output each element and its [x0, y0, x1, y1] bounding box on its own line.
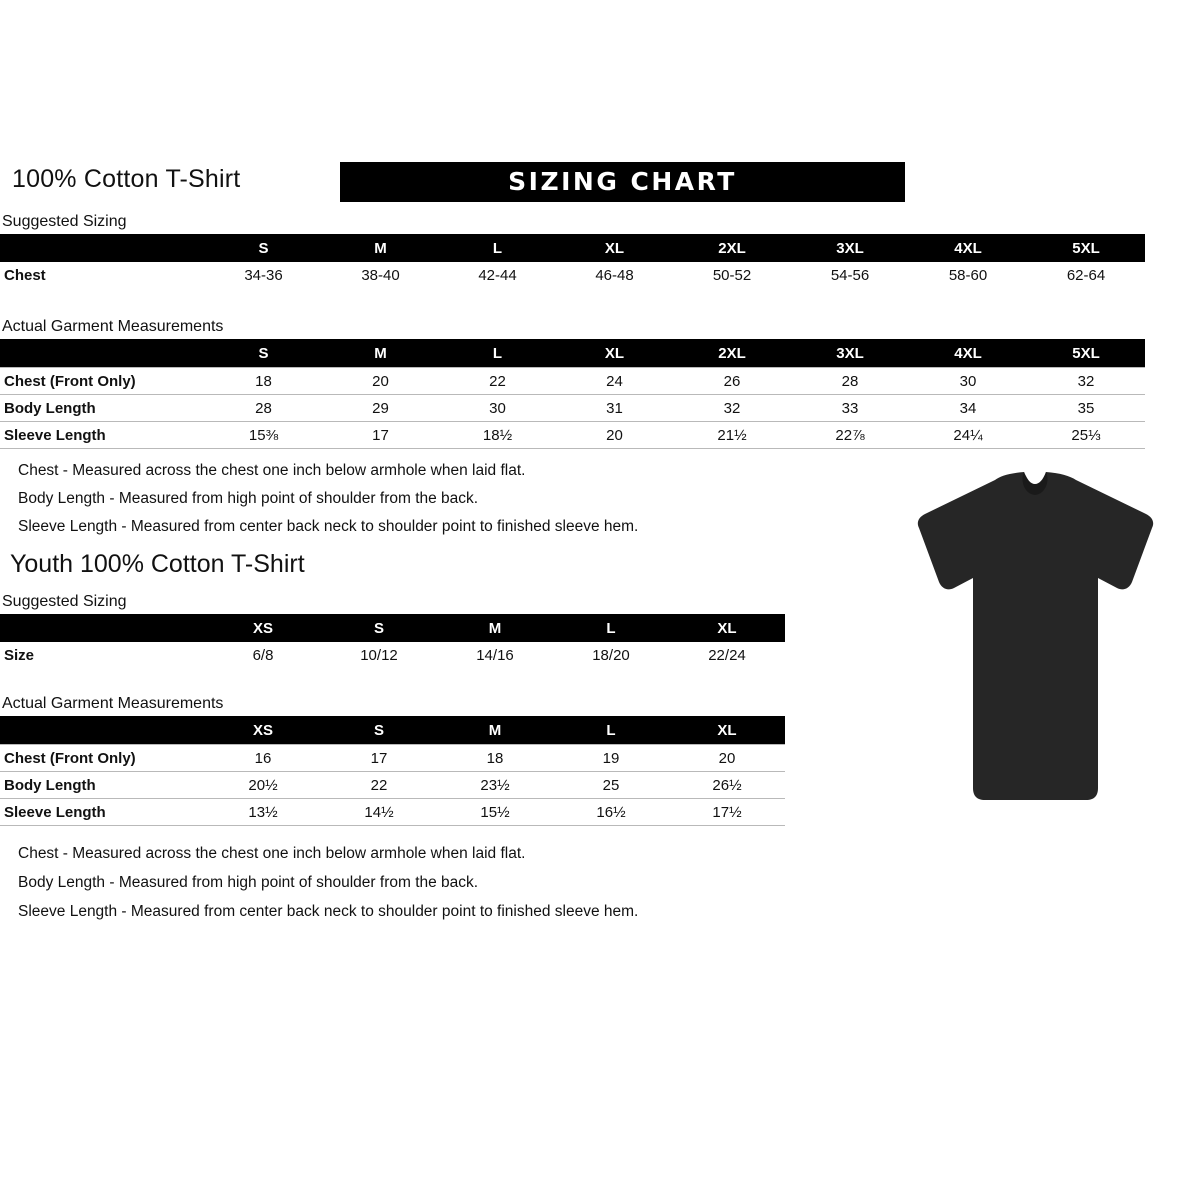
table-cell: 22	[439, 368, 556, 395]
column-header: L	[439, 234, 556, 262]
table-cell: 29	[322, 395, 439, 422]
table-cell: 17	[321, 745, 437, 772]
table-cell: 22⅞	[791, 422, 909, 449]
tshirt-icon	[900, 470, 1170, 810]
adult-actual-measurements-table	[0, 339, 1145, 449]
column-header: S	[205, 234, 322, 262]
table-cell: 26½	[669, 772, 785, 799]
adult-note-sleeve-length: Sleeve Length - Measured from center back neck to shoulder point to finished sleeve hem.	[18, 518, 639, 535]
column-header: XL	[556, 339, 673, 368]
column-header: XL	[669, 614, 785, 642]
table-cell: 32	[673, 395, 791, 422]
table-cell: 15⅜	[205, 422, 322, 449]
table-header-row	[0, 614, 785, 642]
table-row	[0, 772, 785, 799]
table-cell: 17½	[669, 799, 785, 826]
youth-suggested-sizing-label: Suggested Sizing	[2, 593, 127, 610]
column-header: S	[321, 614, 437, 642]
table-cell: 25⅓	[1027, 422, 1145, 449]
column-header: 3XL	[791, 339, 909, 368]
column-header: 2XL	[673, 339, 791, 368]
tshirt-illustration	[900, 470, 1170, 810]
table-cell: 35	[1027, 395, 1145, 422]
row-label: Body Length	[0, 772, 205, 799]
table-row	[0, 368, 1145, 395]
table-cell: 15½	[437, 799, 553, 826]
table-cell: 30	[439, 395, 556, 422]
table-cell: 16	[205, 745, 321, 772]
youth-note-body-length: Body Length - Measured from high point of shoulder from the back.	[18, 874, 479, 891]
column-header: S	[205, 339, 322, 368]
table-header-row	[0, 234, 1145, 262]
table-cell: 28	[791, 368, 909, 395]
column-header: L	[553, 716, 669, 745]
column-header: 5XL	[1027, 339, 1145, 368]
table-cell: 18/20	[592, 646, 630, 664]
column-header	[0, 614, 205, 642]
table-cell: 42-44	[478, 266, 517, 284]
table-body	[0, 745, 785, 826]
column-header: M	[322, 339, 439, 368]
column-header: M	[437, 716, 553, 745]
table-cell: 22/24	[708, 646, 746, 664]
table-cell: 21½	[673, 422, 791, 449]
column-header: XS	[205, 716, 321, 745]
table-cell: 38-40	[361, 266, 400, 284]
table-cell: 20	[556, 422, 673, 449]
table-cell: 18	[437, 745, 553, 772]
column-header: M	[322, 234, 439, 262]
table-cell: 24	[556, 368, 673, 395]
table-body	[0, 368, 1145, 449]
adult-actual-measurements-label: Actual Garment Measurements	[2, 318, 224, 335]
table-cell: 19	[553, 745, 669, 772]
table-cell: 34-36	[244, 266, 283, 284]
table-cell: 32	[1027, 368, 1145, 395]
youth-section-title: Youth 100% Cotton T-Shirt	[10, 550, 305, 578]
table-row	[0, 422, 1145, 449]
row-label: Chest	[4, 266, 46, 284]
column-header	[0, 716, 205, 745]
row-label: Size	[4, 646, 35, 664]
youth-suggested-sizing-table	[0, 614, 785, 668]
adult-section-title: 100% Cotton T-Shirt	[12, 165, 241, 193]
table-cell: 17	[322, 422, 439, 449]
table-header-row	[0, 339, 1145, 368]
adult-suggested-sizing-table	[0, 234, 1145, 288]
adult-suggested-sizing-label: Suggested Sizing	[2, 213, 127, 230]
table-cell: 23½	[437, 772, 553, 799]
sizing-chart-banner	[340, 162, 905, 202]
table-cell: 46-48	[595, 266, 634, 284]
table-cell: 10/12	[360, 646, 398, 664]
table-row	[0, 262, 1145, 288]
table-body	[0, 642, 785, 668]
table-cell: 33	[791, 395, 909, 422]
table-cell: 34	[909, 395, 1027, 422]
adult-note-chest: Chest - Measured across the chest one inch below armhole when laid flat.	[18, 462, 526, 479]
table-cell: 30	[909, 368, 1027, 395]
table-cell: 14½	[321, 799, 437, 826]
table-body	[0, 262, 1145, 288]
row-label: Chest (Front Only)	[0, 368, 205, 395]
row-label: Body Length	[0, 395, 205, 422]
table-cell: 54-56	[830, 266, 870, 284]
table-cell: 26	[673, 368, 791, 395]
table-cell: 16½	[553, 799, 669, 826]
table-cell: 24¼	[909, 422, 1027, 449]
table-cell: 6/8	[252, 646, 274, 664]
table-cell: 58-60	[948, 266, 988, 284]
column-header: 4XL	[909, 234, 1027, 262]
column-header: L	[553, 614, 669, 642]
table-header-row	[0, 234, 1145, 262]
column-header	[0, 339, 205, 368]
column-header: 2XL	[673, 234, 791, 262]
column-header	[0, 234, 205, 262]
table-cell: 14/16	[476, 646, 514, 664]
table-cell: 62-64	[1066, 266, 1106, 284]
table-row	[0, 799, 785, 826]
table-cell: 13½	[205, 799, 321, 826]
column-header: S	[321, 716, 437, 745]
table-cell: 20	[322, 368, 439, 395]
adult-note-body-length: Body Length - Measured from high point of shoulder from the back.	[18, 490, 479, 507]
table-row	[0, 745, 785, 772]
youth-note-sleeve-length: Sleeve Length - Measured from center back neck to shoulder point to finished sleeve hem.	[18, 903, 639, 920]
column-header: XL	[669, 716, 785, 745]
row-label: Chest (Front Only)	[0, 745, 205, 772]
column-header: 5XL	[1027, 234, 1145, 262]
column-header: 3XL	[791, 234, 909, 262]
table-row	[0, 395, 1145, 422]
table-cell: 20	[669, 745, 785, 772]
table-cell: 18½	[439, 422, 556, 449]
youth-actual-measurements-label: Actual Garment Measurements	[2, 695, 224, 712]
column-header: XS	[205, 614, 321, 642]
column-header: XL	[556, 234, 673, 262]
column-header: L	[439, 339, 556, 368]
table-cell: 18	[205, 368, 322, 395]
row-label: Sleeve Length	[0, 422, 205, 449]
youth-actual-measurements-table	[0, 716, 785, 826]
youth-note-chest: Chest - Measured across the chest one inch below armhole when laid flat.	[18, 845, 526, 862]
sizing-chart-banner-label: SIZING CHART	[508, 167, 737, 196]
table-cell: 25	[553, 772, 669, 799]
table-cell: 31	[556, 395, 673, 422]
table-header-row	[0, 339, 1145, 368]
table-cell: 28	[205, 395, 322, 422]
table-header-row	[0, 614, 785, 642]
table-header-row	[0, 716, 785, 745]
table-row	[0, 642, 785, 668]
column-header: 4XL	[909, 339, 1027, 368]
row-label: Sleeve Length	[0, 799, 205, 826]
column-header: M	[437, 614, 553, 642]
table-cell: 22	[321, 772, 437, 799]
table-header-row	[0, 716, 785, 745]
table-cell: 50-52	[712, 266, 752, 284]
table-cell: 20½	[205, 772, 321, 799]
